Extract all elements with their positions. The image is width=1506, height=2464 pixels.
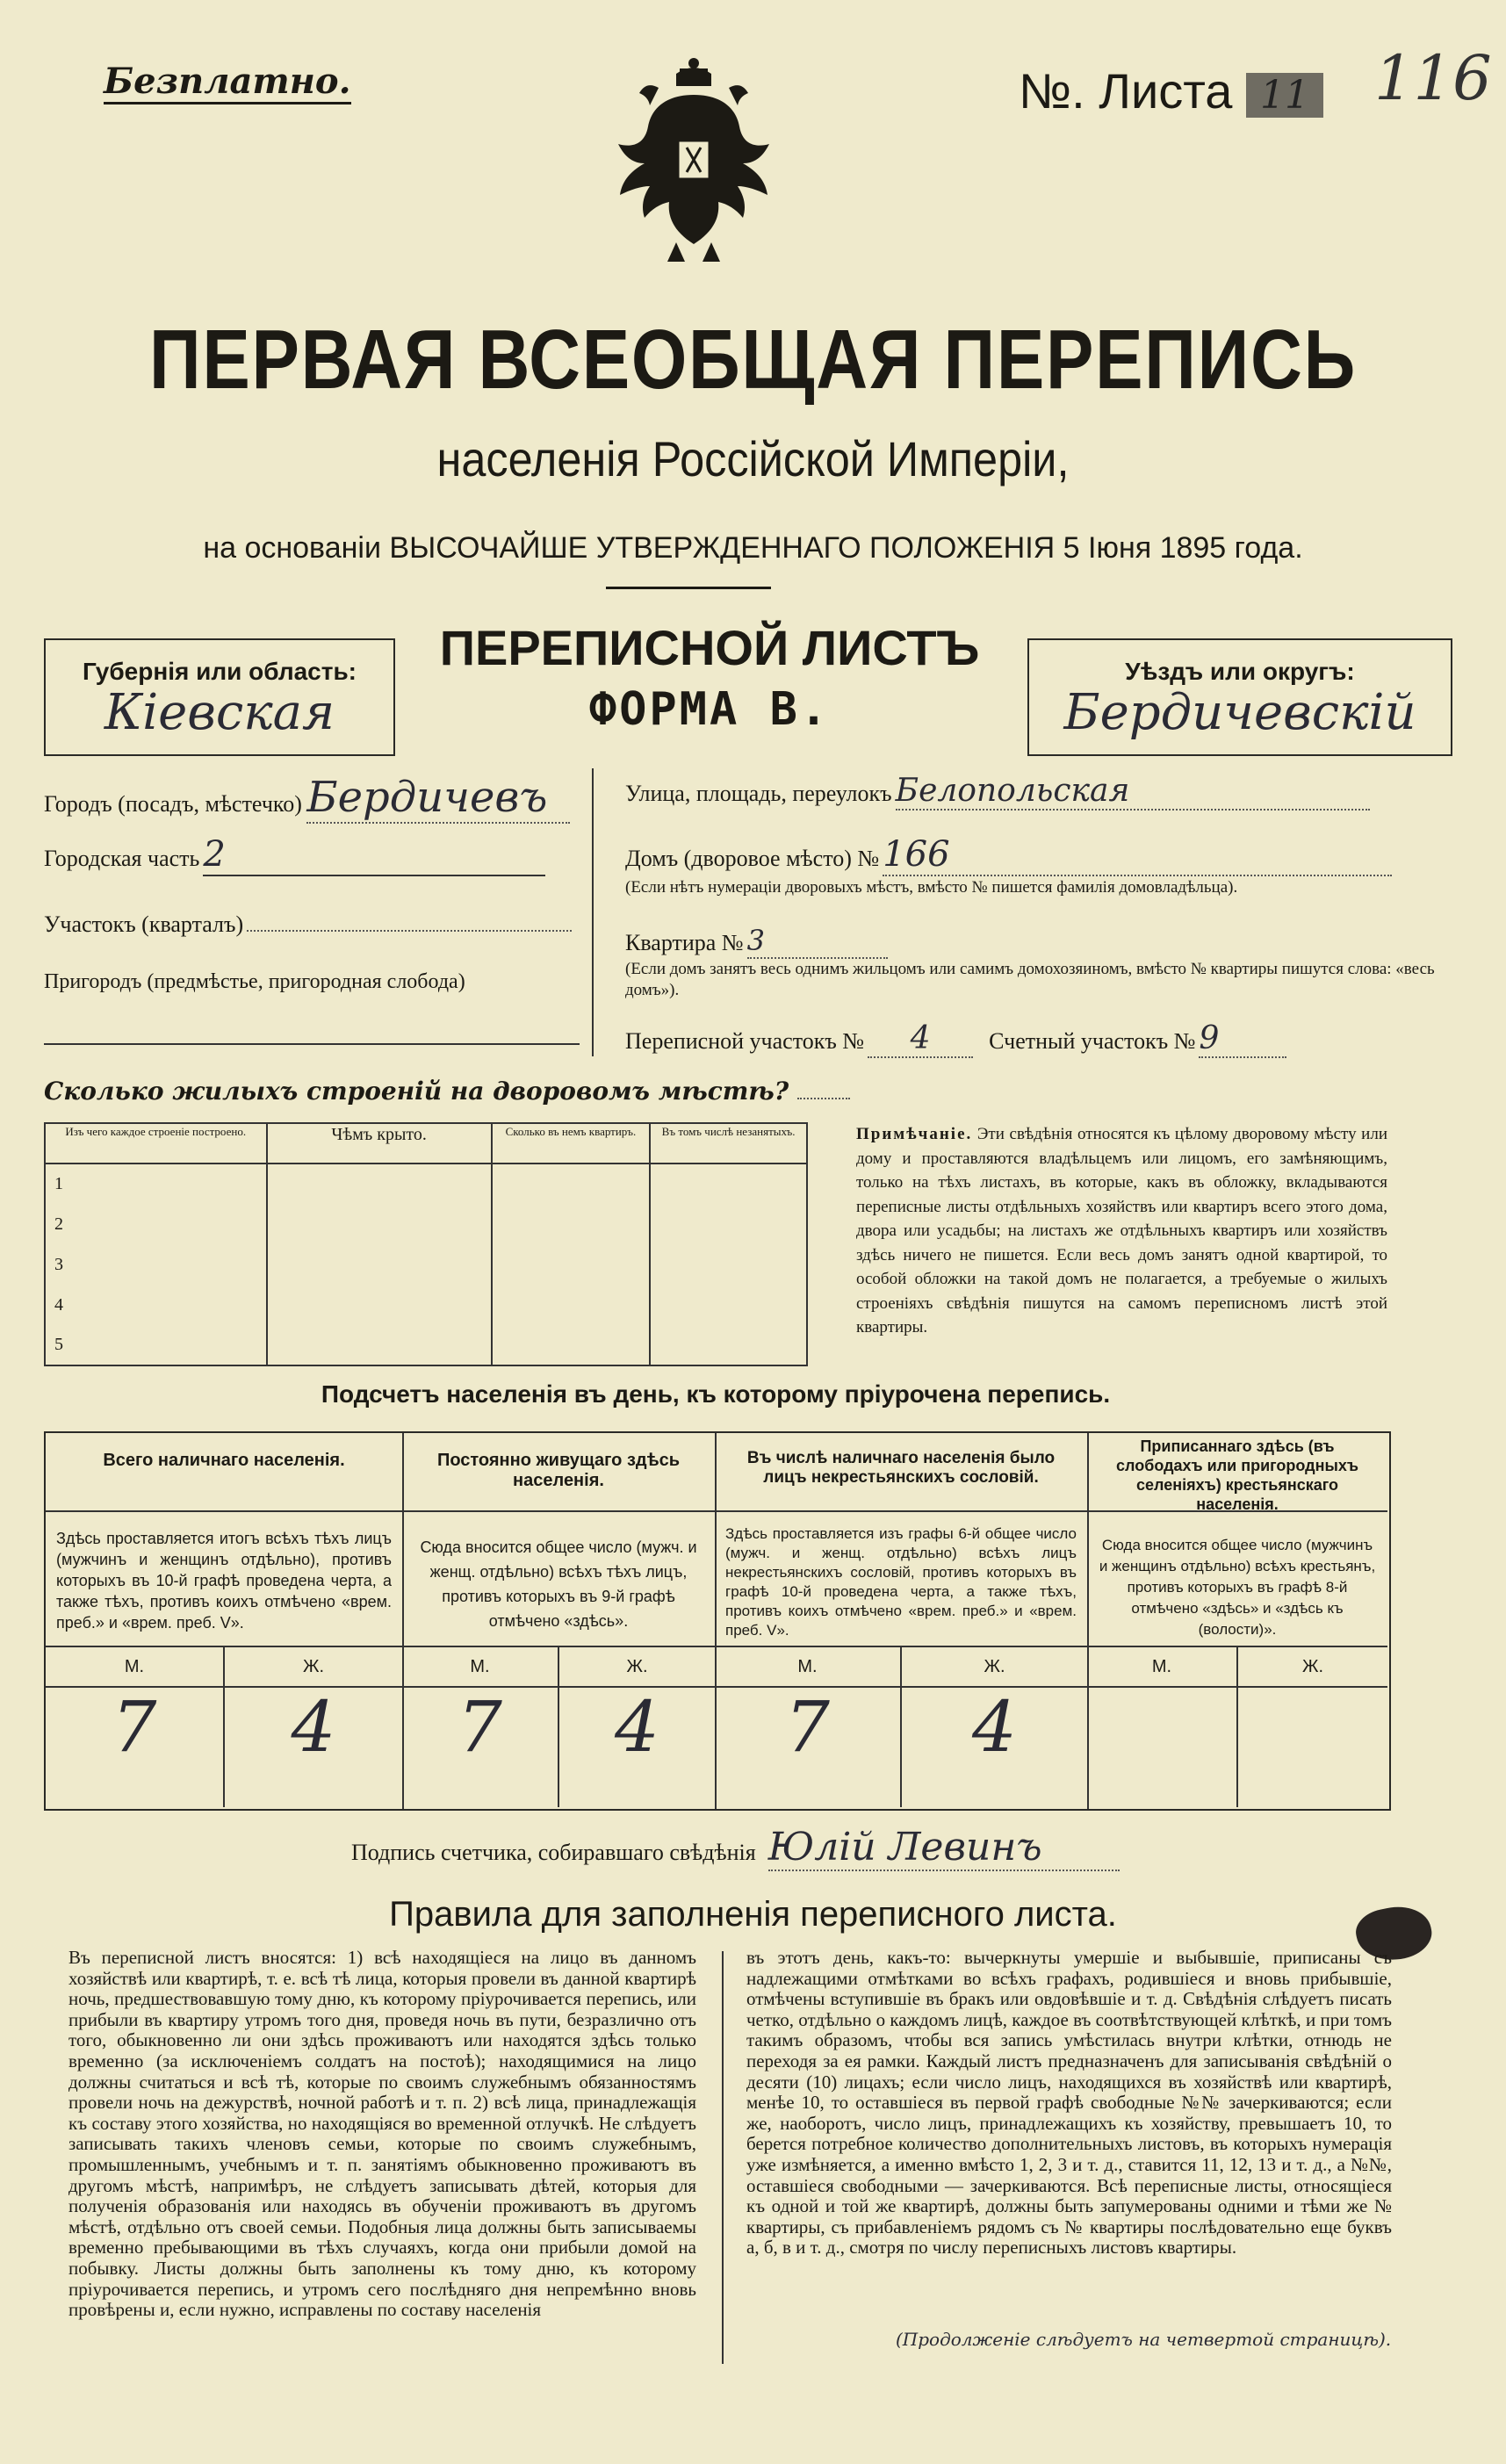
census-district-label: Переписной участокъ № — [625, 1028, 865, 1054]
house-value: 166 — [883, 834, 1392, 876]
sheet-number: 11 — [1246, 73, 1323, 118]
buildings-header-roof: Чѣмъ крыто. — [267, 1123, 492, 1164]
rules-left-column: Въ переписной листъ вносятся: 1) всѣ находящіеся на лицо въ данномъ хозяйствѣ или квартирѣ, т. е. всѣ тѣ лица, которыя провели въ данной квартирѣ ночь, предшествовавшую тому дню, къ которому пріурочивается перепись, или прибыли въ квартиру утромъ того дня, проведя ночь въ пути, безразлично отъ того, обыкновенно ли они здѣсь проживаютъ или находятся здѣсь только временно (за исключеніемъ солдатъ на постоѣ); находящимися на лицо должны считаться и всѣ тѣ, которые по своимъ служебнымъ обязанностямъ провели ночь на дежурствѣ, ночной работѣ и т. п. 2) всѣ лица, принадлежащія къ составу этого хозяйства, но находящіяся во временной отлучкѣ. Не слѣдуетъ записывать такихъ членовъ семьи, которые по своимъ служебнымъ, промышленнымъ, учебнымъ и т. п. занятіямъ обыкновенно проживаютъ въ другомъ мѣстѣ, напримѣръ, не слѣдуетъ записывать дѣтей, которыя для полученія образованія или находясь въ обученіи проживаютъ въ другомъ мѣстѣ, отдѣльно отъ своей семьи. Подобныя лица должны быть записываемы временно пребывающими въ тѣхъ случаяхъ, когда они прибыли домой на побывку. Листы должны быть заполнены къ тому дню, къ которому пріурочивается перепись, и утромъ сего послѣдняго дня непремѣнно вновь провѣрены и, если нужно, исправлены по составу населенія — [68, 1947, 696, 2321]
row-number: 3 — [45, 1244, 267, 1285]
apartment-row — [625, 924, 1449, 959]
double-headed-eagle-emblem — [606, 53, 782, 281]
district-label: Уѣздъ или округъ: — [1125, 658, 1355, 685]
male-label: М. — [402, 1647, 559, 1686]
city-part-label: Городская часть — [44, 846, 200, 871]
province-value: Кіевская — [104, 684, 335, 741]
population-value-row — [402, 1688, 715, 1807]
sheet-number-label — [1019, 63, 1323, 124]
house-label: Домъ (дворовое мѣсто) № — [625, 846, 880, 871]
rules-right-column: въ этотъ день, какъ-то: вычеркнуты умершіе и выбывшіе, приписаны съ надлежащими отмѣтками во всѣхъ графахъ, родившіеся и вновь прибывшіе, отмѣчены вступившіе въ бракъ или овдовѣвшіе и т. д. Свѣдѣнія слѣдуетъ писать четко, отдѣльно о каждомъ лицѣ, каждое въ соотвѣтствующей клѣткѣ, и при томъ такимъ образомъ, чтобы вся запись умѣстилась внутри клѣтки, отнюдь не переходя за ея рамки. Каждый листъ предназначенъ для записыванія свѣдѣній о десяти (10) лицахъ; если число лицъ, находящихся въ хозяйствѣ или квартирѣ, менѣе 10, то оставшіеся въ первой графѣ свободные №№ зачеркиваются; если же, наоборотъ, число лицъ, принадлежащихъ къ хозяйству, превышаетъ 10, то берется потребное количество дополнительныхъ листовъ, въ которыхъ нумерація уже измѣняется, а именно вмѣсто 1, 2, 3 и т. д., ставится 11, 12, 13 и т. д., а №№, оставшіеся свободными — зачеркиваются. Всѣ переписные листы, относящіеся къ одной и той же квартирѣ, должны быть запумерованы одними и тѣми же № квартиры, съ прибавленіемъ рядомъ съ № квартиры послѣдовательно еще буквъ а, б, в и т. д., смотря по числу переписныхъ листовъ квартиры. — [746, 1947, 1392, 2259]
buildings-header-vacant: Въ томъ числѣ незанятыхъ. — [650, 1123, 807, 1164]
suburb-row — [44, 970, 581, 994]
population-sex-row — [715, 1647, 1087, 1688]
population-col-2 — [402, 1433, 717, 1809]
population-col-1 — [46, 1433, 404, 1809]
population-value-row — [1087, 1688, 1387, 1807]
province-label: Губернія или область: — [82, 658, 357, 685]
population-col-heading: Всего наличнаго населенія. — [46, 1433, 402, 1512]
apartment-value: 3 — [747, 924, 888, 959]
row-number: 2 — [45, 1204, 267, 1244]
population-table — [44, 1431, 1391, 1811]
rules-column-divider — [722, 1951, 724, 2364]
male-count: 7 — [402, 1688, 559, 1807]
free-label: Безплатно. — [104, 61, 351, 104]
buildings-question — [44, 1077, 850, 1106]
address-divider — [592, 768, 594, 1056]
female-label: Ж. — [626, 1657, 648, 1676]
female-count: 4 — [291, 1686, 336, 1768]
city-part-row — [44, 834, 581, 876]
population-col-heading: Въ числѣ наличнаго населенія было лицъ некрестьянскихъ сословій. — [715, 1433, 1087, 1512]
table-row — [45, 1244, 807, 1285]
population-col-heading: Приписаннаго здѣсь (въ слободахъ или пригородныхъ селеніяхъ) крестьянскаго населенія. — [1087, 1433, 1387, 1512]
form-label: ФОРМА В. — [588, 683, 831, 736]
population-col-heading: Постоянно живущаго здѣсь населенія. — [402, 1433, 715, 1512]
legal-basis: на основаніи ВЫСОЧАЙШЕ УТВЕРЖДЕННАГО ПОЛОЖЕНІЯ 5 Іюня 1895 года. — [203, 531, 1303, 565]
city-label: Городъ (посадъ, мѣстечко) — [44, 791, 302, 817]
signature-row — [351, 1825, 1317, 1871]
male-count: 7 — [715, 1688, 902, 1807]
section-value — [247, 912, 572, 932]
district-box — [1027, 638, 1452, 756]
table-row — [45, 1285, 807, 1325]
archive-number: 116 — [1374, 42, 1492, 114]
table-row — [45, 1204, 807, 1244]
row-number: 1 — [45, 1164, 267, 1204]
population-value-row — [46, 1688, 402, 1807]
population-title: Подсчетъ населенія въ день, къ которому пріурочена перепись. — [321, 1380, 1111, 1408]
population-value-row — [715, 1688, 1087, 1807]
buildings-header-apartments: Сколько въ немъ квартиръ. — [492, 1123, 650, 1164]
population-col-3 — [715, 1433, 1089, 1809]
population-col-desc: Сюда вносится общее число (мужч. и женщ. отдѣльно) всѣхъ тѣхъ лицъ, противъ которыхъ въ 9-й графѣ отмѣчено «здѣсь». — [402, 1512, 715, 1647]
population-sex-row — [46, 1647, 402, 1688]
census-district-value: 4 — [868, 1020, 973, 1058]
buildings-question-text: Сколько жилыхъ строеній на дворовомъ мѣстѣ? — [44, 1077, 789, 1106]
signature-value: Юлій Левинъ — [768, 1825, 1120, 1871]
buildings-header-row — [45, 1123, 807, 1164]
buildings-table — [44, 1122, 808, 1366]
male-label: М. — [715, 1647, 902, 1686]
section-row — [44, 911, 581, 938]
district-value: Бердичевскій — [1063, 684, 1416, 741]
census-district-row — [625, 1020, 1449, 1058]
buildings-question-blank — [797, 1098, 850, 1099]
signature-label: Подпись счетчика, собиравшаго свѣдѣнія — [351, 1840, 756, 1865]
counting-district-value: 9 — [1199, 1020, 1286, 1058]
city-row — [44, 773, 581, 822]
female-count: 4 — [615, 1686, 659, 1768]
street-value: Белопольская — [896, 773, 1370, 811]
sheet-title: ПЕРЕПИСНОЙ ЛИСТЪ — [439, 620, 980, 675]
apartment-note: (Если домъ занятъ весь однимъ жильцомъ или самимъ домохозяиномъ, вмѣсто № квартиры пишутся слова: «весь домъ»). — [625, 960, 1435, 999]
province-box — [44, 638, 395, 756]
male-count — [1087, 1688, 1238, 1807]
street-label: Улица, площадь, переулокъ — [625, 781, 892, 806]
buildings-header-material: Изъ чего каждое строеніе построено. — [45, 1123, 267, 1164]
female-label: Ж. — [302, 1657, 325, 1676]
buildings-note-text: Эти свѣдѣнія относятся къ цѣлому дворовому мѣсту или дому и проставляются владѣльцемъ или лицомъ, его замѣняющимъ, только на тѣхъ листахъ, въ которые, какъ въ обложку, вкладываются переписные листы отдѣльныхъ хозяйствъ или квартиръ всего этого дома, двора или усадьбы; на листахъ же отдѣльныхъ квартиръ или хозяйствъ здѣсь ничего не пишется. Если весь домъ занятъ одной квартирой, то особой обложки на такой домъ не полагается, а требуемые о жилыхъ строеніяхъ свѣдѣнія пишутся на самомъ переписномъ листѣ этой квартиры. — [856, 1125, 1387, 1336]
female-count: 4 — [972, 1686, 1017, 1768]
table-row — [45, 1325, 807, 1365]
house-note: (Если нѣтъ нумераціи дворовыхъ мѣстъ, вмѣсто № пишется фамилія домовладѣльца). — [625, 878, 1238, 897]
rules-title: Правила для заполненія переписного листа. — [389, 1895, 1117, 1934]
table-row — [45, 1164, 807, 1204]
apartment-label: Квартира № — [625, 930, 744, 955]
female-count — [1238, 1688, 1387, 1807]
female-label: Ж. — [1301, 1657, 1324, 1676]
house-row — [625, 834, 1449, 876]
male-count: 7 — [46, 1688, 225, 1807]
male-label: М. — [1087, 1647, 1238, 1686]
female-label: Ж. — [984, 1657, 1005, 1676]
row-number: 4 — [45, 1285, 267, 1325]
counting-district-label: Счетный участокъ № — [989, 1028, 1196, 1054]
section-label: Участокъ (кварталъ) — [44, 911, 244, 937]
row-number: 5 — [45, 1325, 267, 1365]
suburb-label: Пригородъ (предмѣстье, пригородная слобода) — [44, 970, 465, 993]
population-sex-row — [402, 1647, 715, 1688]
rules-continued: (Продолженіе слѣдуетъ на четвертой страницѣ). — [896, 2329, 1392, 2350]
population-col-desc: Здѣсь проставляется итогъ всѣхъ тѣхъ лицъ (мужчинъ и женщинъ отдѣльно), противъ которыхъ въ 10-й графѣ проведена черта, а также тѣхъ, противъ коихъ отмѣчено «врем. преб.» и «врем. преб. V». — [46, 1512, 402, 1647]
main-title: ПЕРВАЯ ВСЕОБЩАЯ ПЕРЕПИСЬ — [149, 313, 1357, 407]
city-value: Бердичевъ — [306, 773, 570, 824]
sheet-label: №. Листа — [1019, 63, 1233, 119]
buildings-note — [856, 1122, 1387, 1340]
buildings-note-title: Примѣчаніе. — [856, 1125, 973, 1143]
population-sex-row — [1087, 1647, 1387, 1688]
male-label: М. — [46, 1647, 225, 1686]
city-part-value: 2 — [203, 834, 545, 876]
street-row — [625, 773, 1449, 811]
population-col-4 — [1087, 1433, 1387, 1809]
population-col-desc: Здѣсь проставляется изъ графы 6-й общее число (мужч. и женщ. отдѣльно) всѣхъ лицъ некрестьянскихъ сословій, противъ которыхъ въ графѣ 10-й проведена черта, а также тѣхъ, противъ коихъ отмѣчено «врем. преб.» и «врем. преб. V». — [715, 1512, 1087, 1647]
subtitle: населенія Россійской Имперіи, — [436, 431, 1070, 486]
population-col-desc: Сюда вносится общее число (мужчинъ и женщинъ отдѣльно) всѣхъ крестьянъ, противъ которыхъ въ графѣ 8-й отмѣчено «здѣсь» и «здѣсь къ (волости)». — [1087, 1512, 1387, 1647]
title-rule — [606, 587, 771, 589]
address-left-rule — [44, 1043, 580, 1045]
